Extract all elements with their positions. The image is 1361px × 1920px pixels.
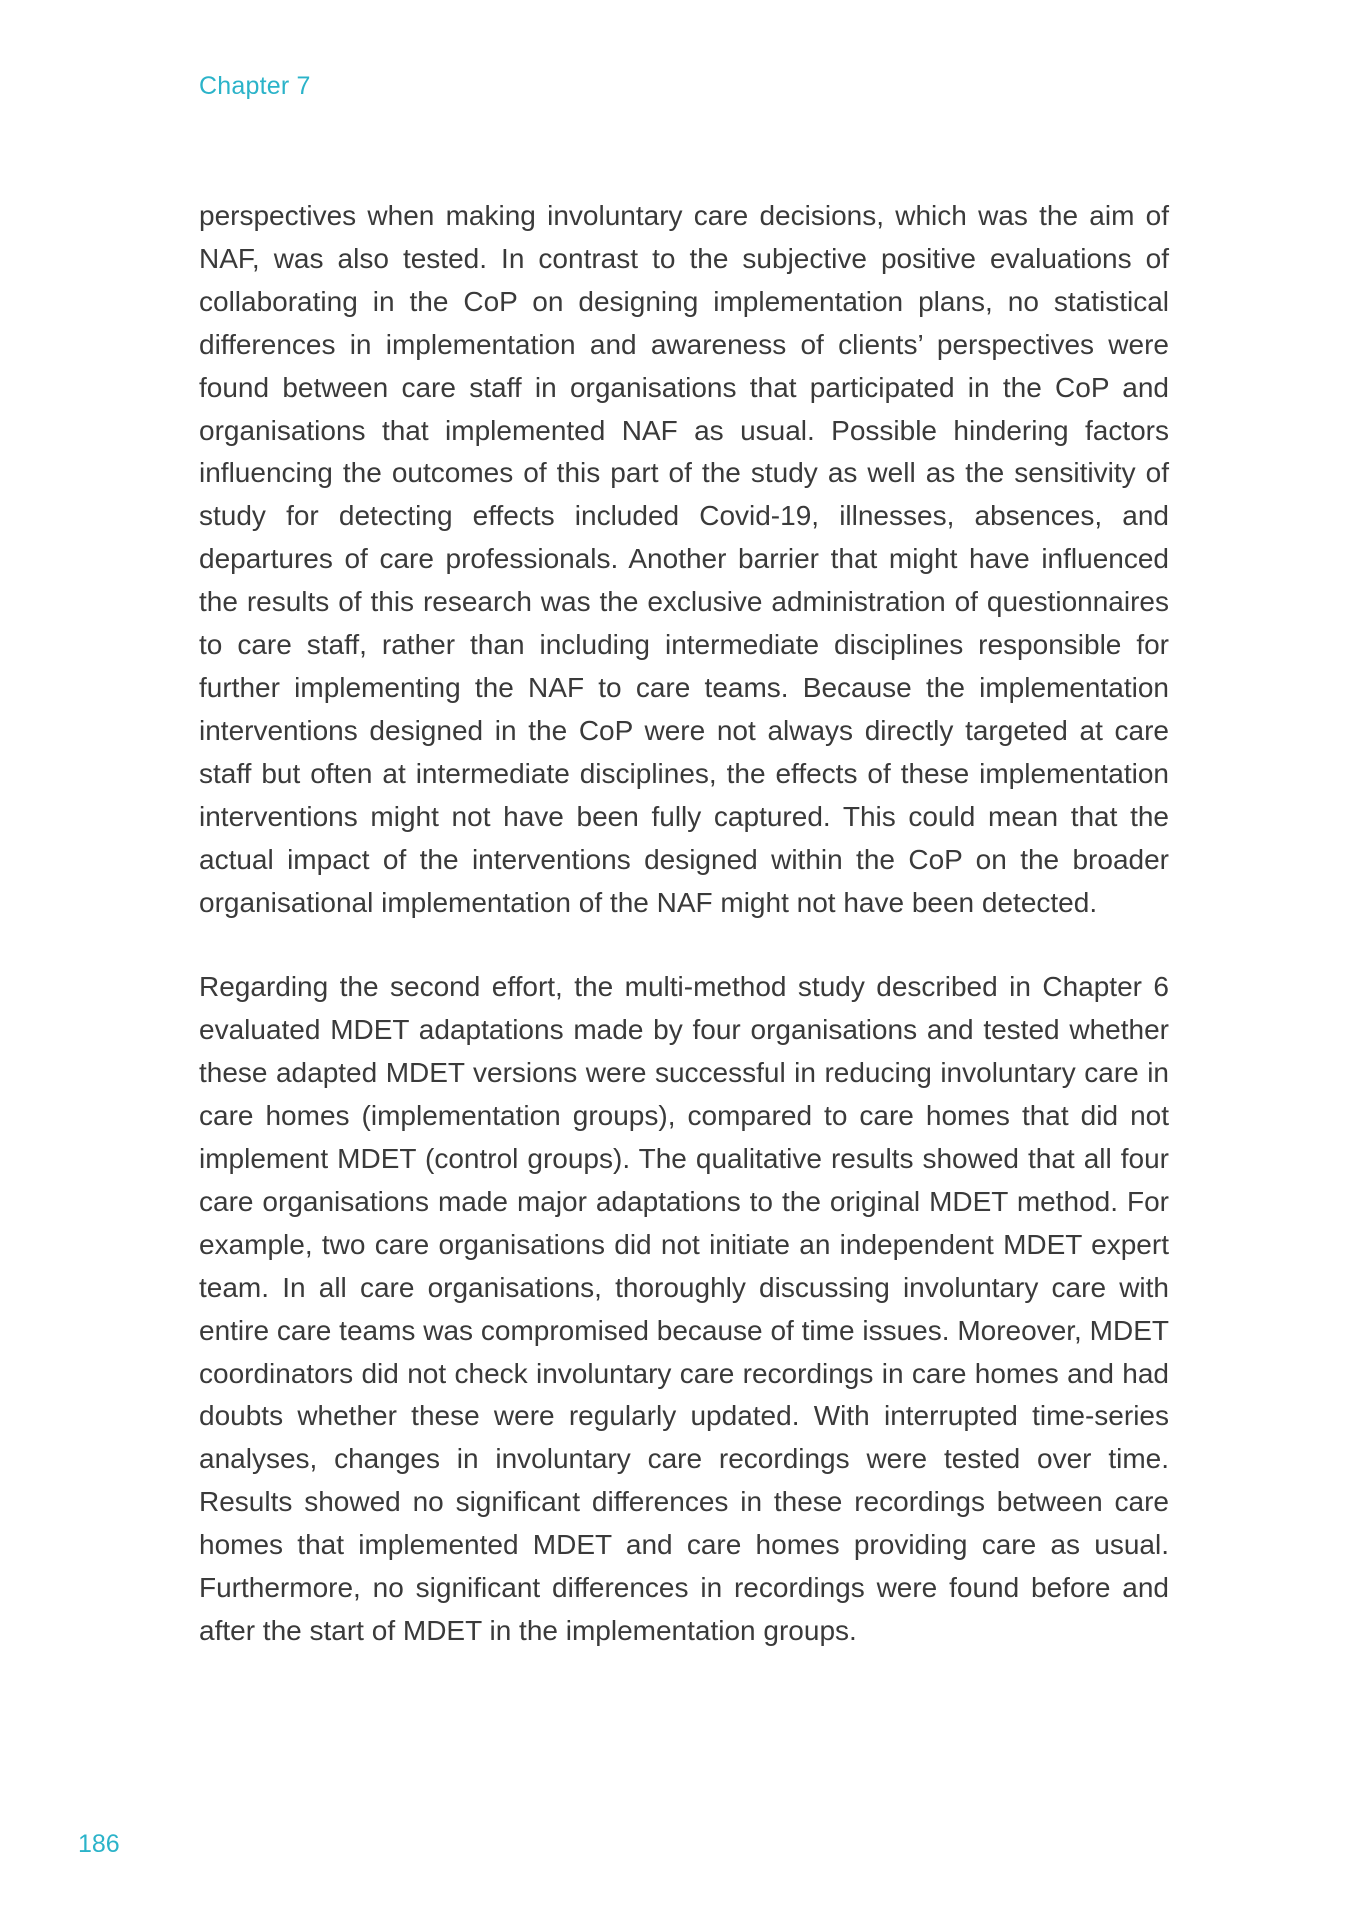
page-number: 186 bbox=[78, 1830, 120, 1858]
paragraph-1: perspectives when making involuntary care decisions, which was the aim of NAF, was also tested. In contrast to the subjective positive evaluations of collaborating in the CoP on designing implementation plans, no statistical differences in implementation and awareness of clients’ perspectives were found between care staff in organisations that participated in the CoP and organisations that implemented NAF as usual. Possible hindering factors influencing the outcomes of this part of the study as well as the sensitivity of study for detecting effects included Covid-19, illnesses, absences, and departures of care professionals. Another barrier that might have influenced the results of this research was the exclusive administration of questionnaires to care staff, rather than including intermediate disciplines responsible for further implementing the NAF to care teams. Because the implementation interventions designed in the CoP were not always directly targeted at care staff but often at intermediate disciplines, the effects of these implementation interventions might not have been fully captured. This could mean that the actual impact of the interventions designed within the CoP on the broader organisational implementation of the NAF might not have been detected. bbox=[199, 200, 1169, 918]
chapter-running-head: Chapter 7 bbox=[199, 72, 311, 100]
paragraph-2: Regarding the second effort, the multi-method study described in Chapter 6 evaluated MDET adaptations made by four organisations and tested whether these adapted MDET versions were successful in reducing involuntary care in care homes (implementation groups), compared to care homes that did not implement MDET (control groups). The qualitative results showed that all four care organisations made major adaptations to the original MDET method. For example, two care organisations did not initiate an independent MDET expert team. In all care organisations, thoroughly discussing involuntary care with entire care teams was compromised because of time issues. Moreover, MDET coordinators did not check involuntary care recordings in care homes and had doubts whether these were regularly updated. With interrupted time-series analyses, changes in involuntary care recordings were tested over time. Results showed no significant differences in these recordings between care homes that implemented MDET and care homes providing care as usual. Furthermore, no significant differences in recordings were found before and after the start of MDET in the implementation groups. bbox=[199, 971, 1169, 1646]
body-text bbox=[199, 195, 1169, 1653]
